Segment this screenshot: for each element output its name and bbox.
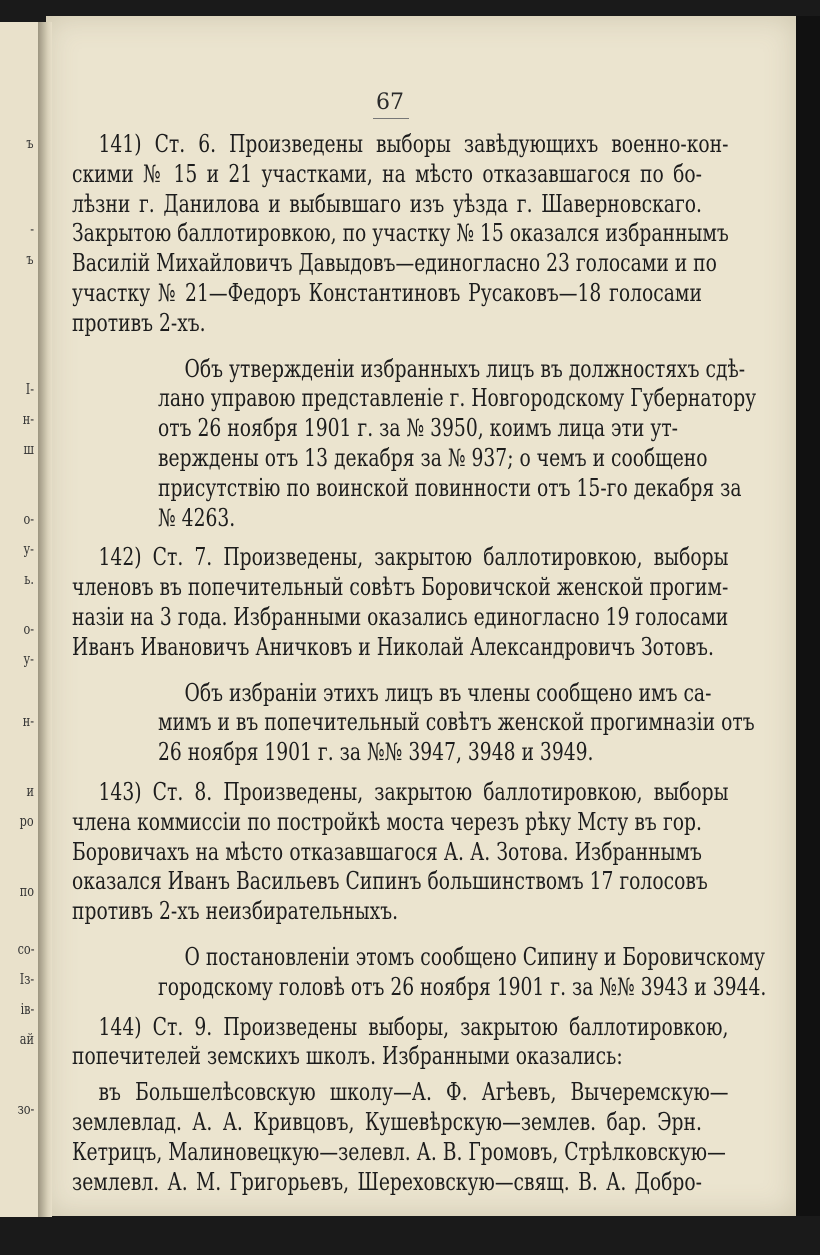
margin-fragment: о- [23, 620, 34, 638]
text-line: участку № 21—Федоръ Константиновъ Русаковъ—18 голосами [72, 278, 702, 307]
school-trustees-list [72, 1078, 729, 1197]
page-gutter-shadow [38, 22, 52, 1217]
margin-fragment: зо- [17, 1100, 34, 1118]
minutes-item [72, 1012, 729, 1073]
margin-fragment: ъ [26, 250, 34, 268]
margin-fragment: ів- [20, 1000, 34, 1018]
margin-fragment: ро [20, 812, 34, 830]
text-line: скими № 15 и 21 участками, на мѣсто отказавшагося по бо- [72, 159, 702, 188]
text-line: 143) Ст. 8. Произведены, закрытою баллотировкою, выборы [98, 777, 729, 806]
margin-fragment: со- [17, 940, 34, 958]
margin-fragment: ь. [24, 570, 34, 588]
text-line: попечителей земскихъ школъ. Избранными оказались: [72, 1042, 623, 1071]
margin-fragment: у- [23, 650, 34, 668]
text-line: членовъ въ попечительный совѣтъ Боровичской женской прогим- [72, 573, 729, 602]
text-line: землевл. А. М. Григорьевъ, Шереховскую—свящ. В. А. Добро- [72, 1167, 702, 1196]
margin-fragment: и [26, 782, 34, 800]
text-line: Боровичахъ на мѣсто отказавшагося А. А. Зотова. Избраннымъ [72, 837, 702, 866]
margin-fragment: н- [22, 712, 34, 730]
text-line: лѣзни г. Данилова и выбывшаго изъ уѣзда г. Шаверновскаго. [72, 189, 702, 218]
left-page-fragment [0, 22, 41, 1217]
note-line: 26 ноября 1901 г. за №№ 3947, 3948 и 3949. [158, 738, 594, 767]
note-line: № 4263. [158, 503, 236, 532]
text-line: назіи на 3 года. Избранными оказались единогласно 19 голосами [72, 602, 729, 631]
note-line: Объ избраніи этихъ лицъ въ члены сообщено имъ са- [184, 678, 712, 707]
resolution-note [158, 678, 755, 768]
minutes-item [72, 777, 729, 927]
margin-fragment: у- [23, 540, 34, 558]
text-line: противъ 2-хъ неизбирательныхъ. [72, 897, 399, 926]
resolution-note [158, 942, 767, 1003]
text-line: противъ 2-хъ. [72, 308, 206, 337]
text-line: Кетрицъ, Малиновецкую—зелевл. А. В. Громовъ, Стрѣлковскую— [72, 1137, 726, 1166]
note-line: городскому головѣ отъ 26 ноября 1901 г. за №№ 3943 и 3944. [158, 972, 767, 1001]
text-line: 142) Ст. 7. Произведены, закрытою баллотировкою, выборы [98, 543, 729, 572]
margin-fragment: Із- [19, 970, 34, 988]
page-body [72, 130, 767, 1197]
note-line: верждены отъ 13 декабря за № 937; о чемъ и сообщено [158, 443, 708, 472]
text-line: оказался Иванъ Васильевъ Сипинъ большинствомъ 17 голосовъ [72, 867, 708, 896]
note-line: О постановленіи этомъ сообщено Сипину и Боровичскому [184, 942, 766, 971]
text-line: Закрытою баллотировкою, по участку № 15 оказался избраннымъ [72, 219, 729, 248]
resolution-note [158, 354, 757, 534]
margin-fragment: н- [22, 410, 34, 428]
minutes-item [72, 543, 729, 662]
text-line: 141) Ст. 6. Произведены выборы завѣдующихъ военно-кон- [98, 130, 729, 158]
margin-fragment: I- [25, 380, 34, 398]
note-line: отъ 26 ноября 1901 г. за № 3950, коимъ лица эти ут- [158, 414, 679, 443]
text-line: въ Большелѣсовскую школу—А. Ф. Агѣевъ, Вычеремскую— [98, 1078, 729, 1107]
margin-fragment: по [19, 882, 34, 900]
note-line: мимъ и въ попечительный совѣтъ женской прогимназіи отъ [158, 708, 755, 737]
text-line: члена коммиссіи по постройкѣ моста черезъ рѣку Мсту въ гор. [72, 807, 702, 836]
note-line: Объ утвержденіи избранныхъ лицъ въ должностяхъ сдѣ- [184, 354, 746, 383]
margin-fragment: ъ [26, 134, 34, 152]
text-line: землевлад. А. А. Кривцовъ, Кушевѣрскую—землев. бар. Эрн. [72, 1107, 702, 1136]
margin-fragment: ш [23, 440, 34, 458]
minutes-item [72, 130, 729, 339]
text-line: Иванъ Ивановичъ Аничковъ и Николай Александровичъ Зотовъ. [72, 632, 714, 661]
text-line: Василій Михайловичъ Давыдовъ—единогласно 23 голосами и по [72, 249, 717, 278]
page-number: 67 [376, 90, 404, 115]
text-line: 144) Ст. 9. Произведены выборы, закрытою баллотировкою, [98, 1012, 729, 1041]
note-line: присутствію по воинской повинности отъ 15-го декабря за [158, 473, 742, 502]
margin-fragment: - [30, 220, 34, 238]
page-number-ornament [373, 118, 409, 121]
note-line: лано управою представленіе г. Новгородскому Губернатору [158, 384, 757, 413]
scan-edge [796, 16, 820, 1216]
margin-fragment: ай [19, 1030, 34, 1048]
margin-fragment: о- [23, 510, 34, 528]
